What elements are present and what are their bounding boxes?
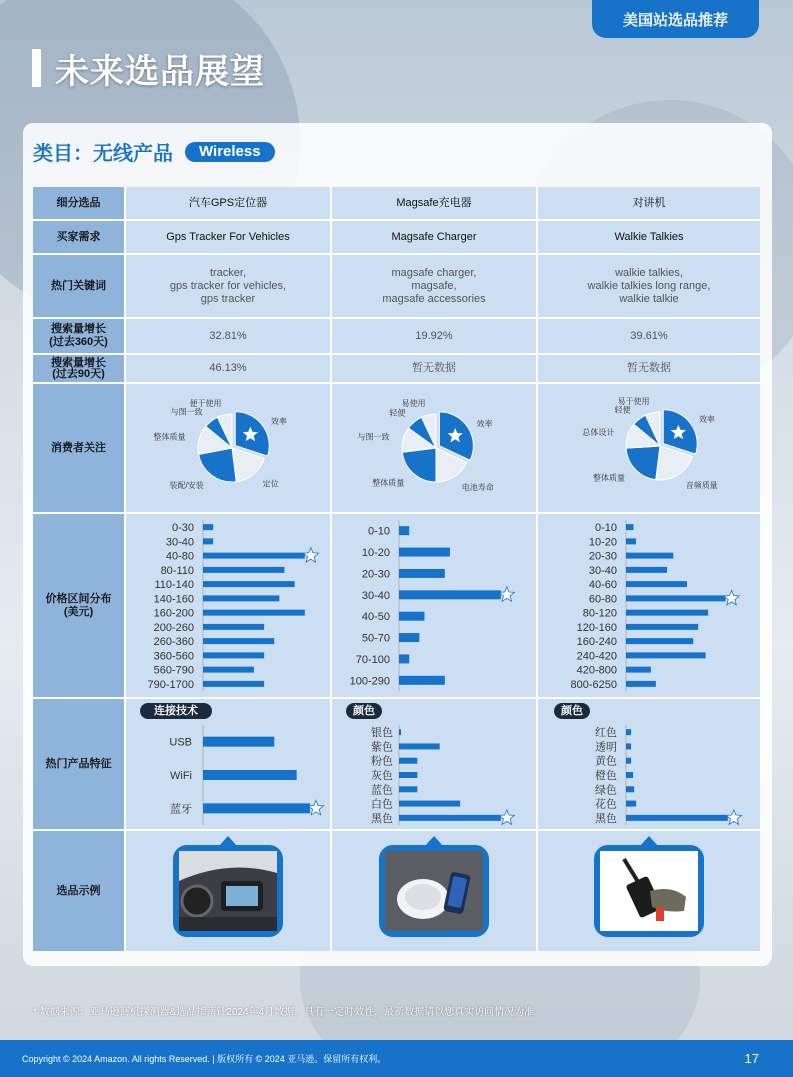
keyword: magsafe, bbox=[411, 279, 457, 292]
bar bbox=[626, 758, 631, 764]
bar-category-label: 黑色 bbox=[371, 812, 393, 825]
bar-category-label: 0-10 bbox=[594, 522, 617, 535]
price-bar-cell bbox=[126, 514, 330, 697]
keywords-cell bbox=[538, 255, 760, 317]
bar-category-label: 800-6250 bbox=[570, 678, 617, 691]
content-card bbox=[23, 123, 772, 966]
bar bbox=[203, 524, 213, 530]
bar-category-label: 黑色 bbox=[595, 812, 617, 825]
keyword: magsafe accessories bbox=[382, 292, 486, 305]
bar bbox=[626, 538, 636, 544]
growth360-value: 39.61% bbox=[538, 319, 760, 353]
growth90-value: 暂无数据 bbox=[538, 355, 760, 382]
keyword: magsafe charger, bbox=[391, 266, 477, 279]
bar bbox=[626, 815, 728, 821]
bar bbox=[203, 624, 264, 630]
bar bbox=[399, 786, 417, 792]
concern-pie-chart bbox=[126, 384, 330, 512]
keyword: walkie talkie bbox=[619, 292, 679, 305]
bar bbox=[203, 538, 213, 544]
keyword: walkie talkies, bbox=[615, 266, 683, 279]
wireless-charger-image bbox=[379, 845, 489, 937]
bar-category-label: 紫色 bbox=[371, 741, 393, 754]
pie-slice-label: 效率 bbox=[476, 419, 493, 429]
frame-notch bbox=[219, 836, 237, 846]
bar-category-label: 260-360 bbox=[153, 636, 194, 649]
concern-pie-chart bbox=[538, 384, 760, 512]
feature-pill: 颜色 bbox=[346, 703, 382, 719]
bar bbox=[626, 567, 667, 573]
row-label-price: 价格区间分布 (美元) bbox=[33, 514, 124, 697]
pie-slice bbox=[626, 446, 660, 480]
bar bbox=[399, 612, 424, 621]
bar bbox=[626, 801, 636, 807]
bar-category-label: 30-40 bbox=[588, 564, 617, 577]
bar-category-label: 花色 bbox=[595, 798, 617, 811]
category-label: 类目：无线产品 bbox=[33, 143, 173, 165]
bar-category-label: 790-1700 bbox=[147, 678, 194, 691]
pie-slice-label: 易使用 bbox=[401, 399, 426, 409]
bar-category-label: 灰色 bbox=[371, 770, 393, 782]
bar-category-label: 透明 bbox=[595, 741, 617, 754]
bar bbox=[203, 667, 254, 673]
title-bar bbox=[32, 49, 41, 87]
page-title bbox=[32, 48, 265, 91]
bar-category-label: 420-800 bbox=[576, 664, 617, 677]
price-bar-chart bbox=[126, 514, 330, 697]
pie-slice-label: 整体质量 bbox=[153, 432, 186, 442]
page-number: 17 bbox=[744, 1051, 759, 1066]
bar bbox=[626, 667, 651, 673]
price-bar-cell bbox=[538, 514, 760, 697]
bar bbox=[399, 569, 445, 578]
bar bbox=[203, 595, 279, 601]
star-icon bbox=[499, 810, 514, 824]
wireless-charger-illustration bbox=[385, 851, 483, 931]
bar-category-label: 110-140 bbox=[154, 579, 194, 592]
bar-category-label: 240-420 bbox=[576, 650, 617, 663]
bar-category-label: 80-120 bbox=[582, 607, 617, 620]
bar-category-label: 40-50 bbox=[361, 611, 390, 624]
star-icon bbox=[726, 810, 741, 824]
bar-category-label: 蓝牙 bbox=[170, 803, 192, 816]
bar-category-label: 红色 bbox=[595, 727, 617, 740]
frame-notch bbox=[425, 836, 443, 846]
row-label-need: 买家需求 bbox=[33, 221, 124, 253]
bar-category-label: 黄色 bbox=[595, 755, 617, 768]
pie-slice-label: 易于使用 bbox=[617, 397, 650, 407]
category-pill: Wireless bbox=[185, 142, 275, 162]
price-bar-chart bbox=[332, 514, 536, 697]
example-cell bbox=[332, 831, 536, 951]
feature-bar-cell bbox=[126, 699, 330, 829]
bar bbox=[626, 652, 706, 658]
product-name: Magsafe充电器 bbox=[332, 187, 536, 219]
price-bar-cell bbox=[332, 514, 536, 697]
bar-category-label: 10-20 bbox=[588, 536, 617, 549]
bar-category-label: 蓝色 bbox=[371, 784, 393, 797]
category-row bbox=[33, 137, 275, 166]
pie-slice-label: 轻便 bbox=[614, 405, 631, 415]
walkie-talkie-illustration bbox=[600, 851, 698, 931]
bar bbox=[203, 770, 297, 780]
keyword: tracker, bbox=[209, 266, 247, 279]
bar-category-label: 160-240 bbox=[576, 636, 617, 649]
copyright: Copyright © 2024 Amazon. All rights Reserved. | 版权所有 © 2024 亚马逊。保留所有权利。 bbox=[22, 1054, 387, 1064]
footer bbox=[0, 1040, 793, 1077]
bar bbox=[203, 567, 284, 573]
feature-bar-cell bbox=[538, 699, 760, 829]
bar bbox=[626, 772, 633, 778]
bar-category-label: 60-80 bbox=[588, 593, 617, 606]
bar bbox=[399, 729, 401, 735]
site-tag: 美国站选品推荐 bbox=[592, 0, 759, 38]
bar-category-label: 80-110 bbox=[160, 564, 194, 577]
car-dashboard-image bbox=[173, 845, 283, 937]
bar bbox=[399, 676, 445, 685]
example-cell bbox=[538, 831, 760, 951]
bar-category-label: 560-790 bbox=[153, 664, 194, 677]
bar-category-label: USB bbox=[169, 736, 192, 749]
car-dashboard-illustration bbox=[179, 851, 277, 931]
keywords-cell bbox=[332, 255, 536, 317]
pie-slice-label: 音频质量 bbox=[685, 480, 718, 490]
keyword: gps tracker for vehicles, bbox=[169, 279, 287, 292]
example-cell bbox=[126, 831, 330, 951]
price-bar-chart bbox=[538, 514, 760, 697]
row-label-feature: 热门产品特征 bbox=[33, 699, 124, 829]
concern-pie-cell bbox=[538, 384, 760, 512]
bar bbox=[203, 737, 274, 747]
growth360-value: 19.92% bbox=[332, 319, 536, 353]
bar bbox=[626, 624, 698, 630]
row-label-growth90: 搜索量增长 (过去90天) bbox=[33, 355, 124, 382]
bar bbox=[626, 681, 656, 687]
bar bbox=[399, 633, 419, 642]
growth90-value: 46.13% bbox=[126, 355, 330, 382]
bar bbox=[399, 758, 417, 764]
bar bbox=[399, 743, 440, 749]
bar bbox=[399, 548, 450, 557]
buyer-need: Magsafe Charger bbox=[332, 221, 536, 253]
pie-slice-label: 整体质量 bbox=[372, 478, 405, 488]
buyer-need: Gps Tracker For Vehicles bbox=[126, 221, 330, 253]
bar-category-label: 10-20 bbox=[361, 547, 390, 560]
bar bbox=[626, 638, 693, 644]
product-table bbox=[33, 187, 760, 949]
bar bbox=[626, 729, 631, 735]
bar bbox=[626, 581, 687, 587]
bar bbox=[399, 654, 409, 663]
bar-category-label: 白色 bbox=[371, 798, 393, 811]
bar bbox=[626, 524, 633, 530]
bar-category-label: 0-10 bbox=[367, 525, 390, 538]
bar bbox=[203, 681, 264, 687]
growth90-value: 暂无数据 bbox=[332, 355, 536, 382]
bar bbox=[203, 553, 305, 559]
buyer-need: Walkie Talkies bbox=[538, 221, 760, 253]
bar-category-label: 40-60 bbox=[588, 579, 617, 592]
bar bbox=[399, 801, 460, 807]
bar-category-label: 140-160 bbox=[153, 593, 194, 606]
bar-category-label: 粉色 bbox=[371, 755, 393, 768]
bar-category-label: 160-200 bbox=[153, 607, 194, 620]
bar bbox=[626, 610, 708, 616]
frame-notch bbox=[640, 836, 658, 846]
bar-category-label: 50-70 bbox=[361, 632, 390, 645]
bar bbox=[203, 652, 264, 658]
pie-slice-label: 整体质量 bbox=[593, 473, 626, 483]
bar bbox=[626, 595, 726, 601]
row-label-growth360: 搜索量增长 (过去360天) bbox=[33, 319, 124, 353]
footnote: * 数据来源：亚马逊商机探测器&选品指南针2024年4月数据，具有一定时效性，最新数据请以您真实访问情况为准。 bbox=[33, 1007, 545, 1018]
bar-category-label: 30-40 bbox=[165, 536, 194, 549]
bar bbox=[399, 590, 501, 599]
star-icon bbox=[308, 800, 323, 814]
bar-category-label: 120-160 bbox=[576, 621, 617, 634]
row-label-example: 选品示例 bbox=[33, 831, 124, 951]
star-icon bbox=[724, 590, 739, 604]
concern-pie-cell bbox=[332, 384, 536, 512]
feature-pill: 颜色 bbox=[554, 703, 590, 719]
keywords-cell bbox=[126, 255, 330, 317]
bar-category-label: 0-30 bbox=[171, 522, 194, 535]
pie-slice-label: 总体设计 bbox=[582, 427, 615, 437]
bar bbox=[203, 638, 274, 644]
bar-category-label: 100-290 bbox=[349, 675, 390, 688]
walkie-talkie-image bbox=[594, 845, 704, 937]
bar bbox=[203, 610, 305, 616]
pie-slice-label: 与图一致 bbox=[170, 407, 203, 417]
concern-pie-cell bbox=[126, 384, 330, 512]
pie-slice-label: 便于使用 bbox=[189, 399, 222, 409]
growth360-value: 32.81% bbox=[126, 319, 330, 353]
product-name: 对讲机 bbox=[538, 187, 760, 219]
bar-category-label: 40-80 bbox=[165, 550, 194, 563]
keyword: gps tracker bbox=[200, 292, 256, 305]
bar bbox=[203, 803, 310, 813]
bar-category-label: 30-40 bbox=[361, 589, 390, 602]
bar-category-label: 银色 bbox=[371, 727, 393, 740]
pie-slice bbox=[402, 448, 436, 482]
row-label-concern: 消费者关注 bbox=[33, 384, 124, 512]
feature-bar-cell bbox=[332, 699, 536, 829]
bar-category-label: WiFi bbox=[170, 770, 192, 782]
bar bbox=[626, 786, 634, 792]
bar-category-label: 20-30 bbox=[588, 550, 617, 563]
bar bbox=[399, 772, 417, 778]
bar-category-label: 70-100 bbox=[355, 653, 390, 666]
feature-pill: 连接技术 bbox=[140, 703, 212, 719]
bar-category-label: 20-30 bbox=[361, 568, 390, 581]
star-icon bbox=[499, 587, 514, 601]
bar-category-label: 200-260 bbox=[153, 621, 194, 634]
bar-category-label: 360-560 bbox=[153, 650, 194, 663]
keyword: walkie talkies long range, bbox=[587, 279, 711, 292]
pie-slice-label: 装配/安装 bbox=[169, 481, 204, 491]
bar bbox=[399, 815, 501, 821]
pie-slice-label: 定位 bbox=[262, 479, 279, 489]
bar bbox=[399, 526, 409, 535]
pie-slice-label: 效率 bbox=[270, 416, 287, 426]
pie-slice-label: 效率 bbox=[698, 414, 715, 424]
bar bbox=[626, 743, 631, 749]
concern-pie-chart bbox=[332, 384, 536, 512]
pie-slice-label: 电池寿命 bbox=[461, 482, 494, 492]
product-name: 汽车GPS定位器 bbox=[126, 187, 330, 219]
star-icon bbox=[303, 548, 318, 562]
row-label-sub: 细分选品 bbox=[33, 187, 124, 219]
pie-slice-label: 轻便 bbox=[389, 408, 406, 418]
bar-category-label: 橙色 bbox=[595, 770, 617, 782]
pie-slice-label: 与图一致 bbox=[357, 432, 390, 442]
bar bbox=[626, 553, 673, 559]
bar bbox=[203, 581, 295, 587]
row-label-keywords: 热门关键词 bbox=[33, 255, 124, 317]
bar-category-label: 绿色 bbox=[595, 784, 617, 797]
page-title-text: 未来选品展望 bbox=[55, 52, 265, 91]
